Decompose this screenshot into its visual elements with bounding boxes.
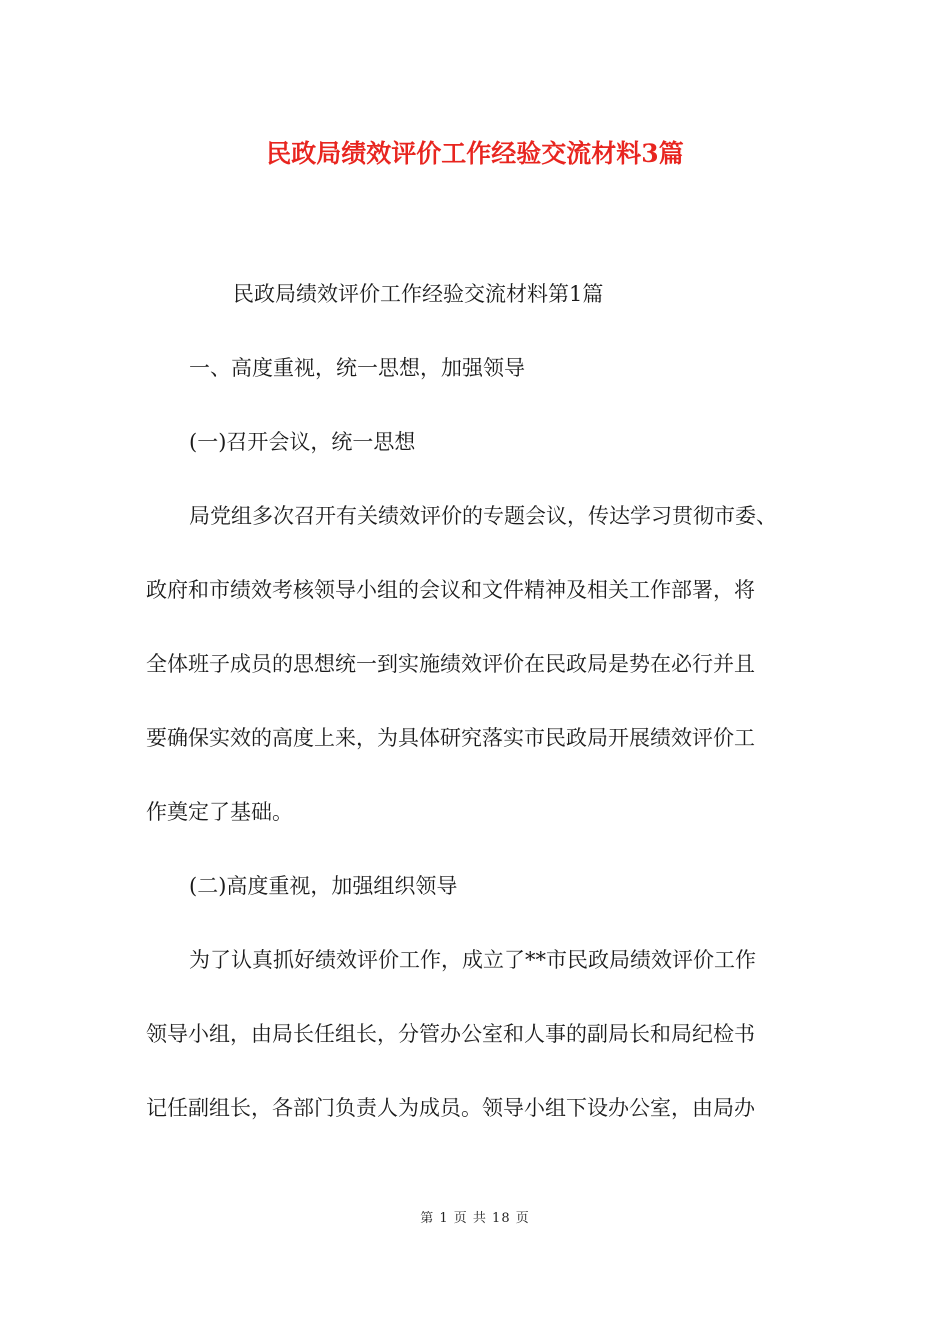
document-title: 民政局绩效评价工作经验交流材料3篇: [266, 139, 684, 168]
paragraph-line: 作奠定了基础。: [146, 800, 293, 824]
paragraph-line: 要确保实效的高度上来，为具体研究落实市民政局开展绩效评价工: [146, 726, 755, 750]
paragraph-line: 全体班子成员的思想统一到实施绩效评价在民政局是势在必行并且: [146, 652, 755, 676]
page-number-footer: 第 1 页 共 18 页: [420, 1211, 530, 1226]
paragraph-line: 局党组多次召开有关绩效评价的专题会议，传达学习贯彻市委、: [189, 504, 777, 528]
subsection-heading: (一)召开会议，统一思想: [189, 430, 416, 454]
paragraph-line: 领导小组，由局长任组长，分管办公室和人事的副局长和局纪检书: [146, 1022, 755, 1046]
paragraph-line: 为了认真抓好绩效评价工作，成立了**市民政局绩效评价工作: [189, 948, 756, 972]
subsection-heading: (二)高度重视，加强组织领导: [189, 874, 458, 898]
article-subtitle: 民政局绩效评价工作经验交流材料第1篇: [233, 282, 604, 306]
paragraph-line: 政府和市绩效考核领导小组的会议和文件精神及相关工作部署，将: [146, 578, 755, 602]
section-heading: 一、高度重视，统一思想，加强领导: [189, 356, 525, 380]
paragraph-line: 记任副组长，各部门负责人为成员。领导小组下设办公室，由局办: [146, 1096, 755, 1120]
